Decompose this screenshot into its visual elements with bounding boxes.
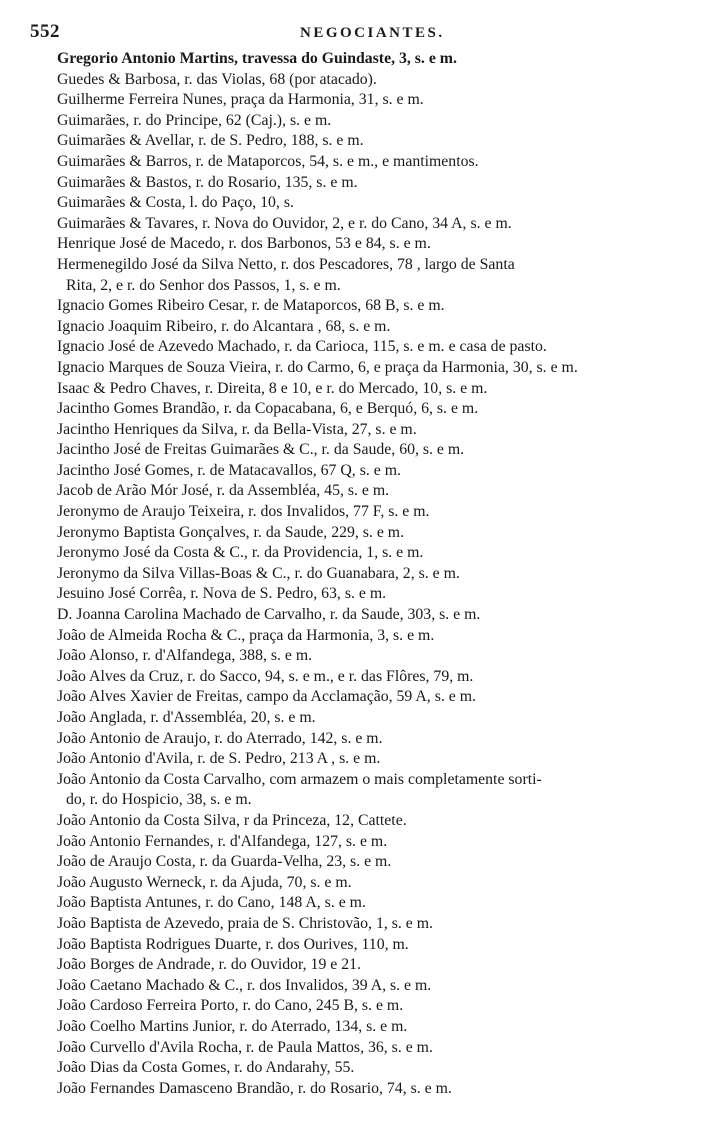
list-item: Gregorio Antonio Martins, travessa do Guindaste, 3, s. e m. xyxy=(57,50,457,67)
list-item: João Caetano Machado & C., r. dos Invalidos, 39 A, s. e m. xyxy=(57,976,432,994)
list-item: João Coelho Martins Junior, r. do Aterrado, 134, s. e m. xyxy=(57,1017,408,1035)
list-item: João Antonio Fernandes, r. d'Alfandega, 127, s. e m. xyxy=(57,832,388,850)
list-item: João Baptista Rodrigues Duarte, r. dos Ourives, 110, m. xyxy=(57,935,409,953)
list-item: João Cardoso Ferreira Porto, r. do Cano, 245 B, s. e m. xyxy=(57,997,404,1015)
list-item: João Alonso, r. d'Alfandega, 388, s. e m. xyxy=(57,647,313,665)
list-item: Henrique José de Macedo, r. dos Barbonos, 53 e 84, s. e m. xyxy=(57,235,431,253)
page-heading: NEGOCIANTES. xyxy=(300,25,445,41)
list-item: Hermenegildo José da Silva Netto, r. dos Pescadores, 78 , largo de Santa xyxy=(57,255,515,273)
list-item: João Antonio da Costa Silva, r da Princeza, 12, Cattete. xyxy=(57,811,407,829)
list-item: João Antonio d'Avila, r. de S. Pedro, 213 A , s. e m. xyxy=(57,750,381,768)
list-item: Jesuino José Corrêa, r. Nova de S. Pedro, 63, s. e m. xyxy=(57,585,387,603)
list-item: João Baptista de Azevedo, praia de S. Christovão, 1, s. e m. xyxy=(57,914,433,932)
list-item: Guilherme Ferreira Nunes, praça da Harmonia, 31, s. e m. xyxy=(57,91,424,109)
list-item: D. Joanna Carolina Machado de Carvalho, r. da Saude, 303, s. e m. xyxy=(57,606,481,624)
list-item: Guimarães & Bastos, r. do Rosario, 135, s. e m. xyxy=(57,173,358,191)
list-item: João de Almeida Rocha & C., praça da Harmonia, 3, s. e m. xyxy=(57,626,435,644)
page-number: 552 xyxy=(30,21,60,42)
list-item: João Borges de Andrade, r. do Ouvidor, 19 e 21. xyxy=(57,956,361,974)
list-item: Guimarães & Costa, l. do Paço, 10, s. xyxy=(57,194,294,212)
list-item: Jacintho Henriques da Silva, r. da Bella-Vista, 27, s. e m. xyxy=(57,420,417,438)
merchant-list xyxy=(57,49,719,1099)
list-item: João Antonio de Araujo, r. do Aterrado, 142, s. e m. xyxy=(57,729,383,747)
list-item: João Augusto Werneck, r. da Ajuda, 70, s. e m. xyxy=(57,873,352,891)
list-item: João Alves da Cruz, r. do Sacco, 94, s. e m., e r. das Flôres, 79, m. xyxy=(57,667,474,685)
list-item: João Alves Xavier de Freitas, campo da Acclamação, 59 A, s. e m. xyxy=(57,688,476,706)
list-item: João Fernandes Damasceno Brandão, r. do Rosario, 74, s. e m. xyxy=(57,1079,452,1097)
list-item-continuation: do, r. do Hospicio, 38, s. e m. xyxy=(66,791,252,809)
list-item: João de Araujo Costa, r. da Guarda-Velha, 23, s. e m. xyxy=(57,853,392,871)
list-item: Jeronymo José da Costa & C., r. da Providencia, 1, s. e m. xyxy=(57,544,424,562)
list-item: Guimarães & Avellar, r. de S. Pedro, 188, s. e m. xyxy=(57,132,364,150)
list-item: Guedes & Barbosa, r. das Violas, 68 (por atacado). xyxy=(57,70,377,88)
list-item: Guimarães, r. do Principe, 62 (Caj.), s. e m. xyxy=(57,111,332,129)
list-item: Jacintho José de Freitas Guimarães & C., r. da Saude, 60, s. e m. xyxy=(57,441,465,459)
list-item: Jeronymo da Silva Villas-Boas & C., r. do Guanabara, 2, s. e m. xyxy=(57,564,460,582)
list-item: João Baptista Antunes, r. do Cano, 148 A, s. e m. xyxy=(57,894,366,912)
list-item: Ignacio Marques de Souza Vieira, r. do Carmo, 6, e praça da Harmonia, 30, s. e m. xyxy=(57,358,578,376)
list-item: João Antonio da Costa Carvalho, com armazem o mais completamente sorti- xyxy=(57,770,542,788)
list-item: Jacintho José Gomes, r. de Matacavallos, 67 Q, s. e m. xyxy=(57,461,401,479)
list-item: João Curvello d'Avila Rocha, r. de Paula Mattos, 36, s. e m. xyxy=(57,1038,433,1056)
list-item: Jacintho Gomes Brandão, r. da Copacabana, 6, e Berquó, 6, s. e m. xyxy=(57,400,479,418)
list-item: Guimarães & Barros, r. de Mataporcos, 54, s. e m., e mantimentos. xyxy=(57,152,479,170)
list-item: Isaac & Pedro Chaves, r. Direita, 8 e 10, e r. do Mercado, 10, s. e m. xyxy=(57,379,488,397)
list-item: Guimarães & Tavares, r. Nova do Ouvidor, 2, e r. do Cano, 34 A, s. e m. xyxy=(57,214,512,232)
list-item: João Anglada, r. d'Assembléa, 20, s. e m. xyxy=(57,709,316,726)
list-item: João Dias da Costa Gomes, r. do Andarahy, 55. xyxy=(57,1059,355,1077)
list-item-continuation: Rita, 2, e r. do Senhor dos Passos, 1, s. e m. xyxy=(66,276,341,294)
list-item: Jeronymo Baptista Gonçalves, r. da Saude, 229, s. e m. xyxy=(57,523,405,541)
list-item: Ignacio Joaquim Ribeiro, r. do Alcantara , 68, s. e m. xyxy=(57,317,391,335)
list-item: Jacob de Arão Mór José, r. da Assembléa, 45, s. e m. xyxy=(57,482,390,500)
list-item: Ignacio Gomes Ribeiro Cesar, r. de Mataporcos, 68 B, s. e m. xyxy=(57,297,445,315)
list-item: Jeronymo de Araujo Teixeira, r. dos Invalidos, 77 F, s. e m. xyxy=(57,503,430,521)
list-item: Ignacio José de Azevedo Machado, r. da Carioca, 115, s. e m. e casa de pasto. xyxy=(57,338,547,356)
